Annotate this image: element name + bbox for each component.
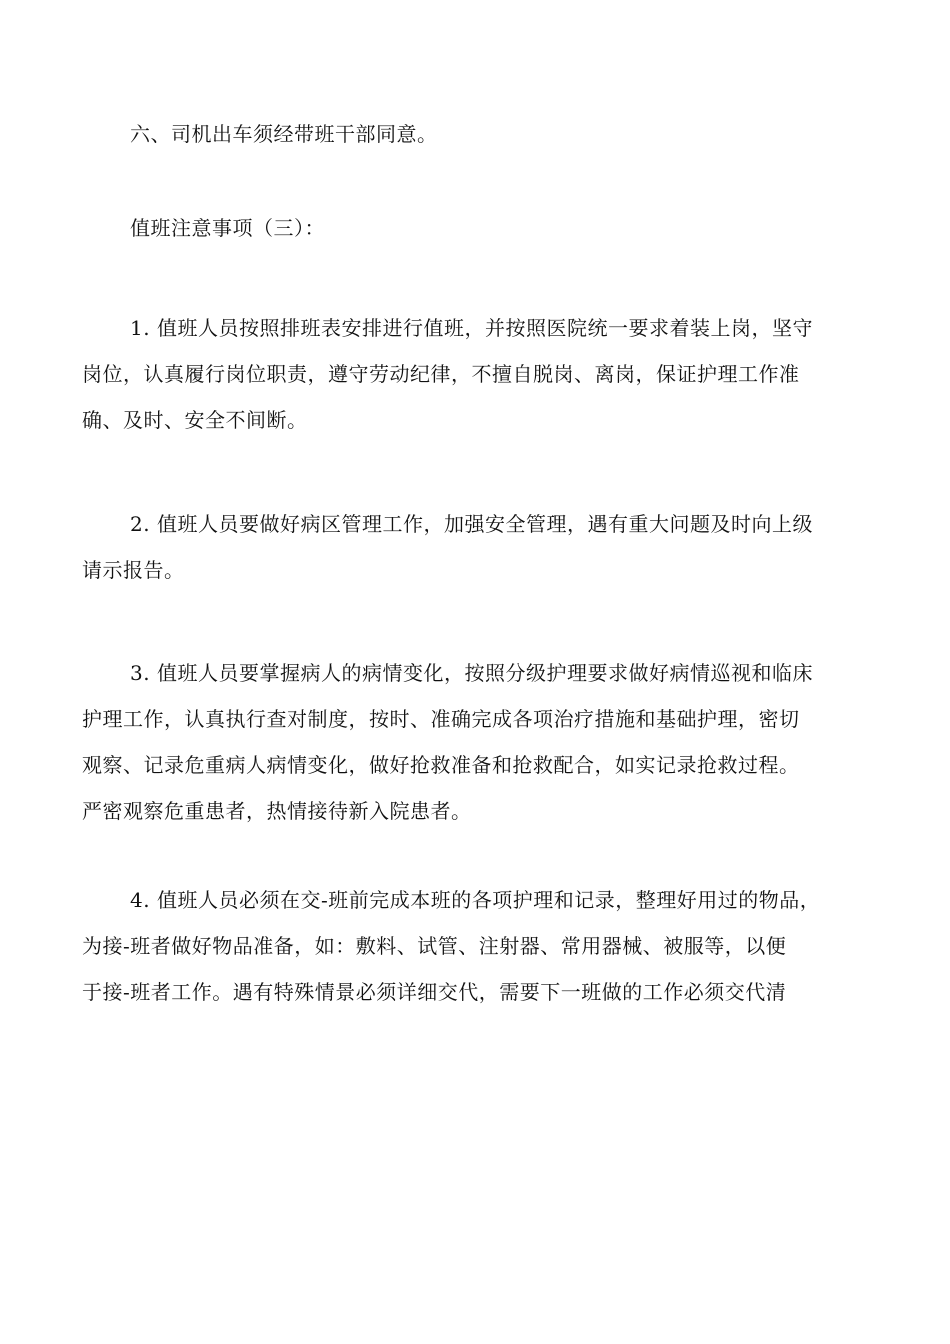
text-line: 岗位，认真履行岗位职责，遵守劳动纪律，不擅自脱岗、离岗，保证护理工作准 bbox=[82, 362, 800, 386]
text-line: 于接-班者工作。遇有特殊情景必须详细交代，需要下一班做的工作必须交代清 bbox=[82, 980, 787, 1004]
text-line: 3. 值班人员要掌握病人的病情变化，按照分级护理要求做好病情巡视和临床 bbox=[130, 661, 813, 685]
text-line: 严密观察危重患者，热情接待新入院患者。 bbox=[82, 799, 472, 823]
paragraph-item-2 bbox=[82, 501, 882, 593]
text-line: 4. 值班人员必须在交-班前完成本班的各项护理和记录，整理好用过的物品， bbox=[130, 888, 821, 912]
paragraph-driver-rule bbox=[82, 111, 882, 157]
text-line: 请示报告。 bbox=[82, 558, 185, 582]
paragraph-item-1 bbox=[82, 305, 882, 443]
text-line: 1. 值班人员按照排班表安排进行值班，并按照医院统一要求着装上岗，坚守 bbox=[130, 316, 813, 340]
text-line: 值班注意事项（三）： bbox=[130, 216, 325, 240]
paragraph-item-3 bbox=[82, 650, 882, 834]
text-line: 2. 值班人员要做好病区管理工作，加强安全管理，遇有重大问题及时向上级 bbox=[130, 512, 813, 536]
text-line: 护理工作，认真执行查对制度，按时、准确完成各项治疗措施和基础护理，密切 bbox=[82, 707, 800, 731]
section-heading bbox=[82, 205, 882, 251]
text-line: 观察、记录危重病人病情变化，做好抢救准备和抢救配合，如实记录抢救过程。 bbox=[82, 753, 800, 777]
text-line: 六、司机出车须经带班干部同意。 bbox=[130, 122, 438, 146]
text-line: 为接-班者做好物品准备，如：敷料、试管、注射器、常用器械、被服等，以便 bbox=[82, 934, 787, 958]
text-line: 确、及时、安全不间断。 bbox=[82, 408, 308, 432]
paragraph-item-4 bbox=[82, 877, 882, 1015]
